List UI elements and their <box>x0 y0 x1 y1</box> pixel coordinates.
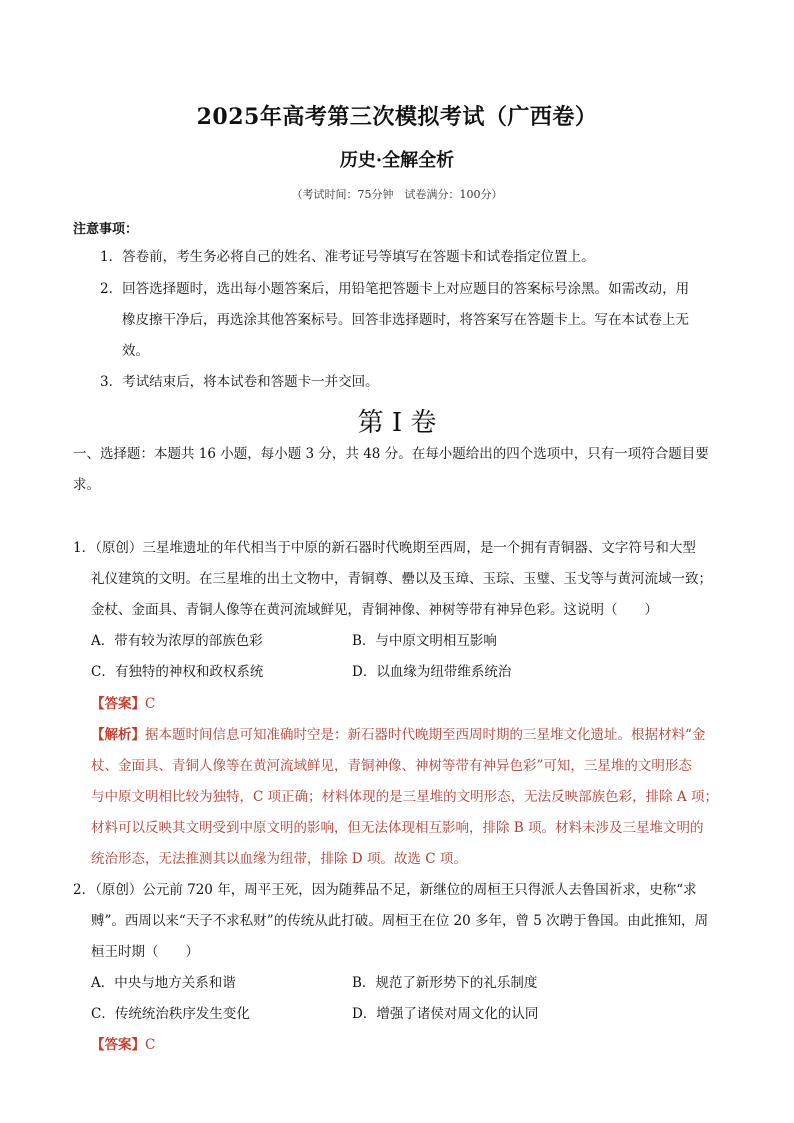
q1-analysis-label: 【解析】 <box>91 727 145 743</box>
page-title: 2025年高考第三次模拟考试（广西卷） <box>196 104 598 130</box>
notice-item-2-cont2: 效。 <box>122 343 149 359</box>
q2-answer-label: 【答案】 <box>91 1037 145 1053</box>
q2-stem-line1: 2．（原创）公元前 720 年，周平王死，因为随葬品不足，新继位的周桓王只得派人去鲁国祈求，史称“求 <box>73 882 697 898</box>
q1-stem-line2: 礼仪建筑的文明。在三星堆的出土文物中，青铜尊、罍以及玉璋、玉琮、玉璧、玉戈等与黄河流域一致； <box>91 571 712 587</box>
q1-option-c: C．有独特的神权和政权系统 <box>91 664 264 680</box>
notice-item-2-cont: 橡皮擦干净后，再选涂其他答案标号。回答非选择题时，将答案写在答题卡上。写在本试卷上无 <box>122 312 689 328</box>
page-subtitle: 历史·全解全析 <box>339 150 455 171</box>
q1-option-d: D．以血缘为纽带维系统治 <box>352 664 512 680</box>
q1-analysis-line1 <box>91 725 705 745</box>
q1-option-a: A．带有较为浓厚的部族色彩 <box>91 633 263 649</box>
notice-heading: 注意事项： <box>73 222 139 237</box>
q2-answer <box>91 1035 155 1055</box>
q1-answer <box>91 694 155 714</box>
section-title: 第 I 卷 <box>357 408 437 438</box>
q1-analysis-line2: 杖、金面具、青铜人像等在黄河流域鲜见，青铜神像、神树等带有神异色彩”可知，三星堆的文明形态 <box>91 758 692 774</box>
q1-option-b: B．与中原文明相互影响 <box>352 633 497 649</box>
exam-meta: （考试时间：75分钟 试卷满分：100分） <box>291 188 503 201</box>
q2-stem-line3: 桓王时期（ ） <box>91 944 199 960</box>
q1-analysis-text1: 据本题时间信息可知准确时空是：新石器时代晚期至西周时期的三星堆文化遗址。根据材料“金 <box>145 727 706 743</box>
q2-stem-line2: 赙”。西周以来“天子不求私财”的传统从此打破。周桓王在位 20 多年，曾 5 次聘于鲁国。由此推知，周 <box>91 913 709 929</box>
section-intro: 一、选择题：本题共 16 小题，每小题 3 分，共 48 分。在每小题给出的四个选项中，只有一项符合题目要 <box>73 446 709 462</box>
q2-option-b: B．规范了新形势下的礼乐制度 <box>352 975 538 991</box>
q2-option-a: A．中央与地方关系和谐 <box>91 975 236 991</box>
q1-stem-line1: 1．（原创）三星堆遗址的年代相当于中原的新石器时代晚期至西周，是一个拥有青铜器、文字符号和大型 <box>73 540 696 556</box>
q2-answer-value: C <box>145 1037 156 1053</box>
q1-analysis-line4: 材料可以反映其文明受到中原文明的影响，但无法体现相互影响，排除 B 项。材料未涉及三星堆文明的 <box>91 820 704 836</box>
q1-analysis-line3: 与中原文明相比较为独特，C 项正确；材料体现的是三星堆的文明形态，无法反映部族色彩，排除 A 项； <box>91 789 718 805</box>
q2-option-d: D．增强了诸侯对周文化的认同 <box>352 1006 539 1022</box>
q1-stem-line3: 金杖、金面具、青铜人像等在黄河流域鲜见，青铜神像、神树等带有神异色彩。这说明（ ） <box>91 602 658 618</box>
q2-option-c: C．传统统治秩序发生变化 <box>91 1006 250 1022</box>
q1-answer-label: 【答案】 <box>91 696 145 712</box>
notice-item-3: 3．考试结束后，将本试卷和答题卡一并交回。 <box>100 374 379 390</box>
section-intro-cont: 求。 <box>73 477 100 493</box>
notice-item-1: 1．答卷前，考生务必将自己的姓名、准考证号等填写在答题卡和试卷指定位置上。 <box>100 249 595 265</box>
q1-analysis-line5: 统治形态，无法推测其以血缘为纽带，排除 D 项。故选 C 项。 <box>91 851 467 867</box>
q1-answer-value: C <box>145 696 156 712</box>
notice-item-2: 2．回答选择题时，选出每小题答案后，用铅笔把答题卡上对应题目的答案标号涂黑。如需改动，用 <box>100 281 690 297</box>
